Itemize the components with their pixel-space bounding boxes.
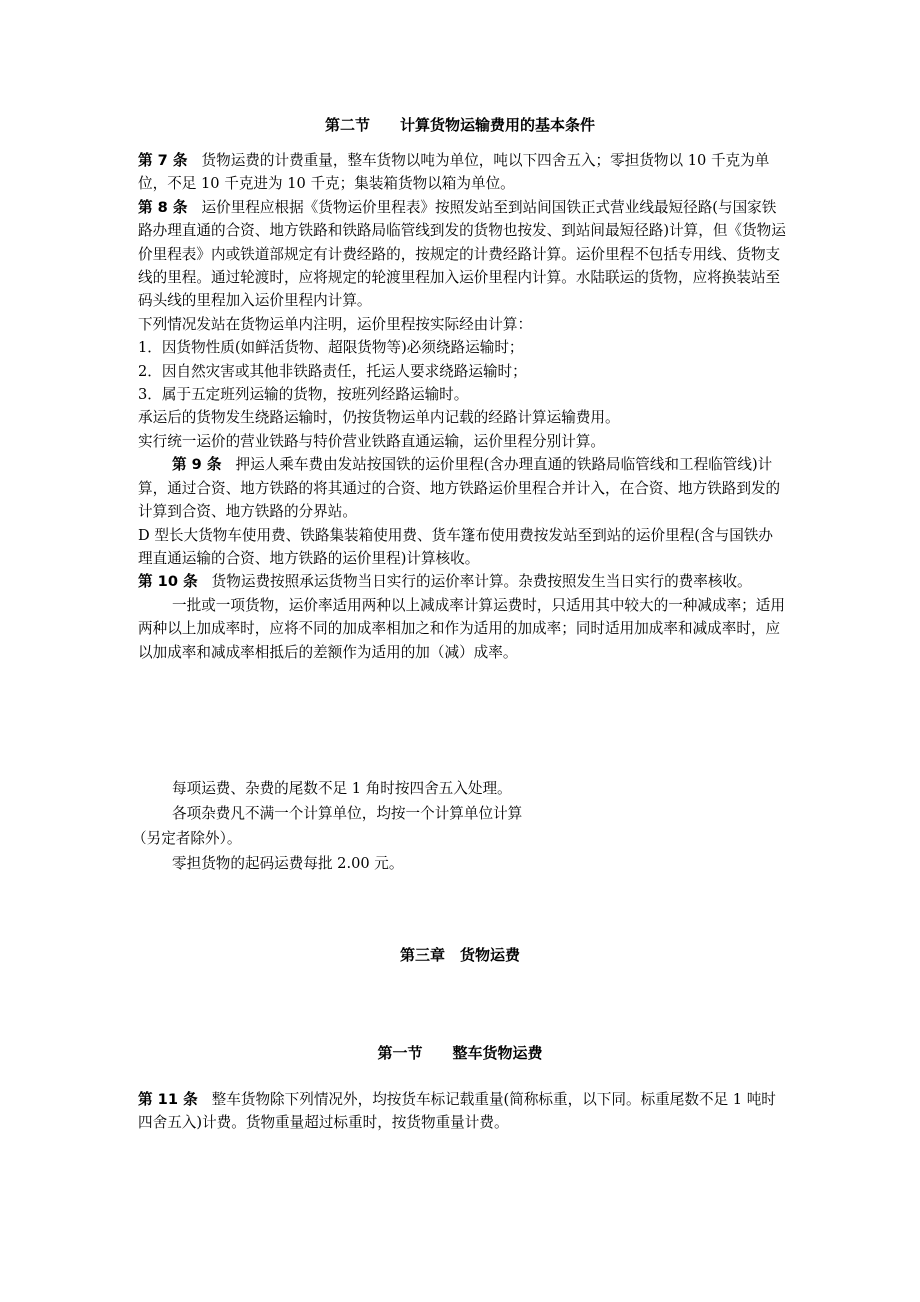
article-8-note: 实行统一运价的营业铁路与特价营业铁路直通运输，运价里程分别计算。: [138, 432, 606, 450]
article-10-paragraph: 一批或一项货物，运价率适用两种以上减成率计算运费时，只适用其中较大的一种减成率；适用两种以上加成率时，应将不同的加成率相加之和作为适用的加成率；同时适用加成率和减成率时，应以加成率和减成率相抵后的差额作为适用的加（减）成率。: [138, 596, 785, 661]
article-8-note: 承运后的货物发生绕路运输时，仍按货物运单内记载的经路计算运输费用。: [138, 409, 620, 427]
article-number: 第 7 条: [138, 152, 188, 169]
article-8-intro: 下列情况发站在货物运单内注明，运价里程按实际经由计算：: [138, 315, 533, 333]
article-number: 第 8 条: [138, 198, 188, 216]
list-item: 2．因自然灾害或其他非铁路责任，托运人要求绕路运输时；: [138, 362, 527, 380]
article-text: 货物运费的计费重量，整车货物以吨为单位，吨以下四舍五入；零担货物以 10 千克为单位，不足 10 千克进为 10 千克；集装箱货物以箱为单位。: [138, 152, 770, 193]
article-number: 第 9 条: [172, 456, 222, 474]
section-1-body: [138, 1088, 786, 1135]
misc-line: （另定者除外）。: [132, 830, 242, 847]
article-number: 第 11 条: [138, 1091, 198, 1108]
chapter-heading: 第三章 货物运费: [399, 946, 520, 964]
misc-line: 每项运费、杂费的尾数不足 1 角时按四舍五入处理。: [172, 780, 512, 797]
article-8: [138, 196, 786, 313]
article-11: [138, 1088, 786, 1135]
list-item: 1．因货物性质(如鲜活货物、超限货物等)必须绕路运输时；: [138, 339, 524, 357]
article-10: [138, 570, 786, 593]
article-text: 整车货物除下列情况外，均按货车标记载重量(简称标重，以下同。标重尾数不足 1 吨时四舍五入)计费。货物重量超过标重时，按货物重量计费。: [138, 1091, 776, 1132]
article-9-extra: D 型长大货物车使用费、铁路集装箱使用费、货车篷布使用费按发站至到站的运价里程(含与国铁办理直通运输的合资、地方铁路的运价里程)计算核收。: [138, 526, 773, 567]
article-text: 运价里程应根据《货物运价里程表》按照发站至到站间国铁正式营业线最短径路(与国家铁路办理直通的合资、地方铁路和铁路局临管线到发的货物也按发、到站间最短径路)计算，但《货物运价里程表》内或铁道部规定有计费经路的，按规定的计费经路计算。运价里程不包括专用线、货物支线的里程。通过轮渡时，应将规定的轮渡里程加入运价里程内计算。水陆联运的货物，应将换装站至码头线的里程加入运价里程内计算。: [138, 198, 786, 310]
section-heading: 第一节 整车货物运费: [377, 1044, 543, 1062]
misc-line: 零担货物的起码运费每批 2.00 元。: [172, 855, 404, 872]
misc-rules: [132, 778, 786, 875]
section-heading: 第二节 计算货物运输费用的基本条件: [324, 116, 595, 134]
article-text: 货物运费按照承运货物当日实行的运价率计算。杂费按照发生当日实行的费率核收。: [211, 573, 752, 591]
article-7: [138, 149, 786, 196]
section-2-body: [138, 149, 786, 664]
list-item: 3．属于五定班列运输的货物，按班列经路运输时。: [138, 386, 469, 404]
article-number: 第 10 条: [138, 573, 198, 591]
misc-line: 各项杂费凡不满一个计算单位，均按一个计算单位计算: [172, 805, 523, 822]
article-9: [138, 453, 786, 523]
article-text: 押运人乘车费由发站按国铁的运价里程(含办理直通的铁路局临管线和工程临管线)计算，通过合资、地方铁路的将其通过的合资、地方铁路运价里程合并计入，在合资、地方铁路到发的计算到合资、地方铁路的分界站。: [138, 456, 781, 521]
